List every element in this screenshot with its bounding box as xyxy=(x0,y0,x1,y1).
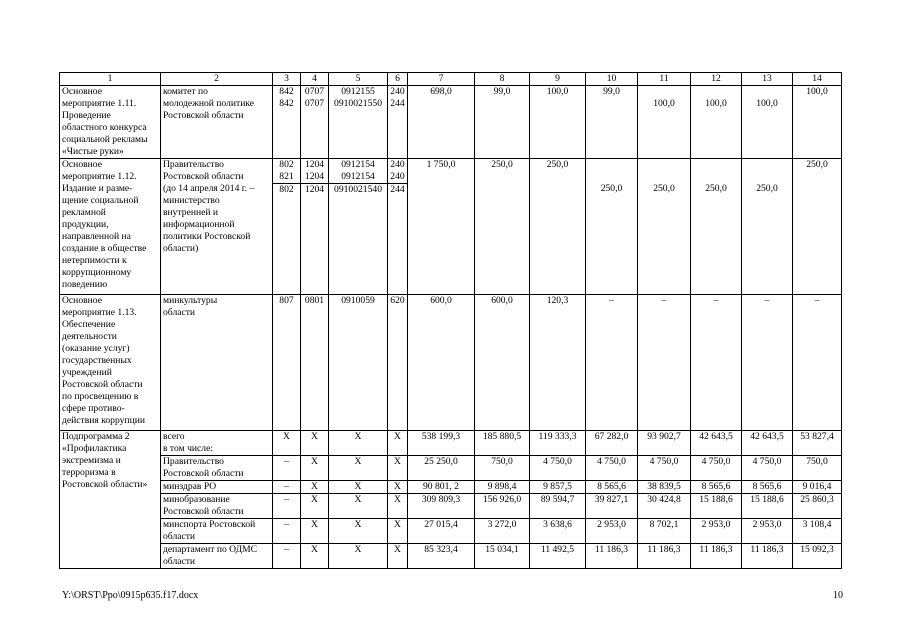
value-year: 30 424,8 xyxy=(638,494,691,519)
value-year: 100,0 xyxy=(653,98,675,109)
code-grbs: – xyxy=(273,519,301,544)
code-csr: 0912155 xyxy=(341,86,375,97)
header-cell: 13 xyxy=(742,73,793,86)
value-year: 250,0 xyxy=(475,159,530,295)
code-rzpr: Х xyxy=(301,519,329,544)
event-name: Основное мероприятие 1.13. Обеспечение деятельности (оказание услуг) государственных учреждений Ростовской области по просвещению в сфере противо- действия коррупции xyxy=(60,295,161,431)
code-grbs: 842 xyxy=(279,98,294,109)
header-cell: 3 xyxy=(273,73,301,86)
table-row-sub2-total xyxy=(60,431,842,456)
header-row xyxy=(60,73,842,86)
code-grbs: Х xyxy=(273,431,301,456)
value-year: 250,0 xyxy=(653,183,675,194)
code-vr: 620 xyxy=(388,295,408,431)
value-year: 3 108,4 xyxy=(793,519,842,544)
value-year: 11 186,3 xyxy=(638,544,691,569)
code-rzpr: 1204 xyxy=(304,159,325,170)
code-csr: 0912154 xyxy=(341,159,375,170)
value-year: 67 282,0 xyxy=(586,431,638,456)
code-rzpr: Х xyxy=(301,481,329,494)
value-year: 250,0 xyxy=(793,159,842,295)
code-grbs: – xyxy=(273,544,301,569)
code-rzpr: 0801 xyxy=(301,295,329,431)
event-name: Основное мероприятие 1.12. Издание и разме- щение социальной рекламной продукции, направленной на создание в обществе нетерпимости к коррупционному поведению xyxy=(60,159,161,295)
table-row-sub2 xyxy=(60,544,842,569)
value-year: 11 186,3 xyxy=(742,544,793,569)
value-total: 538 199,3 xyxy=(408,431,475,456)
code-rzpr: Х xyxy=(301,456,329,481)
value-total: 85 323,4 xyxy=(408,544,475,569)
code-vr: Х xyxy=(388,544,408,569)
header-cell: 2 xyxy=(161,73,273,86)
code-rzpr: 0707 xyxy=(304,86,325,97)
code-rzpr: 0707 xyxy=(304,98,325,109)
header-cell: 11 xyxy=(638,73,691,86)
code-csr: Х xyxy=(329,456,388,481)
value-year: 8 565,6 xyxy=(691,481,742,494)
value-year: 42 643,5 xyxy=(742,431,793,456)
value-year: 4 750,0 xyxy=(586,456,638,481)
table-row-sub2 xyxy=(60,519,842,544)
table-row-sub2 xyxy=(60,494,842,519)
footer-file-path: Y:\ORST\Ppo\0915p635.f17.docx xyxy=(62,590,199,601)
value-year: – xyxy=(586,295,638,431)
value-year: 9 898,4 xyxy=(475,481,530,494)
value-year: 100,0 xyxy=(530,86,586,159)
header-cell: 7 xyxy=(408,73,475,86)
value-year: 9 016,4 xyxy=(793,481,842,494)
value-year: 120,3 xyxy=(530,295,586,431)
value-year: 15 188,6 xyxy=(742,494,793,519)
value-year: 15 188,6 xyxy=(691,494,742,519)
event-name: Основное мероприятие 1.11. Проведение областного конкурса социальной рекламы «Чистые руки» xyxy=(60,86,161,159)
code-vr: 240 xyxy=(390,86,405,97)
header-cell: 10 xyxy=(586,73,638,86)
value-year: 119 333,3 xyxy=(530,431,586,456)
code-csr: Х xyxy=(329,494,388,519)
header-cell: 8 xyxy=(475,73,530,86)
code-rzpr: 1204 xyxy=(304,171,325,182)
code-vr: Х xyxy=(388,481,408,494)
code-vr: Х xyxy=(388,494,408,519)
value-year: 15 092,3 xyxy=(793,544,842,569)
code-grbs: – xyxy=(273,494,301,519)
value-year: 750,0 xyxy=(475,456,530,481)
table-row-1-12 xyxy=(60,159,842,295)
value-year: 53 827,4 xyxy=(793,431,842,456)
code-vr: Х xyxy=(388,519,408,544)
value-year: 2 953,0 xyxy=(586,519,638,544)
executor-name: минздрав РО xyxy=(161,481,273,494)
code-csr: Х xyxy=(329,544,388,569)
value-year: 2 953,0 xyxy=(691,519,742,544)
code-rzpr: Х xyxy=(301,431,329,456)
value-year: – xyxy=(793,295,842,431)
value-year: 99,0 xyxy=(475,86,530,159)
value-year: 8 565,6 xyxy=(586,481,638,494)
executor-name: всего в том числе: xyxy=(161,431,273,456)
value-year: 250,0 xyxy=(705,183,727,194)
value-year: 750,0 xyxy=(793,456,842,481)
header-cell: 9 xyxy=(530,73,586,86)
value-total: 600,0 xyxy=(408,295,475,431)
value-year: 8 702,1 xyxy=(638,519,691,544)
page-number: 10 xyxy=(833,590,843,601)
code-vr: 244 xyxy=(388,183,407,196)
code-csr: Х xyxy=(329,519,388,544)
value-year: 89 594,7 xyxy=(530,494,586,519)
value-total: 309 809,3 xyxy=(408,494,475,519)
value-year: 11 186,3 xyxy=(691,544,742,569)
code-grbs: – xyxy=(273,456,301,481)
value-year: 39 827,1 xyxy=(586,494,638,519)
code-grbs: – xyxy=(273,481,301,494)
table-row-sub2 xyxy=(60,456,842,481)
budget-table xyxy=(59,72,842,569)
table-row-1-13 xyxy=(60,295,842,431)
value-year: 100,0 xyxy=(705,98,727,109)
code-csr: 0910021540 xyxy=(329,183,387,196)
header-cell: 6 xyxy=(388,73,408,86)
value-year: 600,0 xyxy=(475,295,530,431)
value-year: 4 750,0 xyxy=(638,456,691,481)
value-year: 100,0 xyxy=(793,86,842,159)
value-total: 90 801, 2 xyxy=(408,481,475,494)
header-cell: 5 xyxy=(329,73,388,86)
code-vr: 240 xyxy=(390,171,405,182)
value-total: 25 250,0 xyxy=(408,456,475,481)
executor-name: Правительство Ростовской области (до 14 апреля 2014 г. – министерство внутренней и информационной политики Ростовской области) xyxy=(161,159,273,295)
value-year: – xyxy=(742,295,793,431)
value-year: – xyxy=(638,295,691,431)
executor-name: Правительство Ростовской области xyxy=(161,456,273,481)
code-grbs: 802 xyxy=(273,183,300,196)
code-csr: 0910021550 xyxy=(334,98,382,109)
value-year: 15 034,1 xyxy=(475,544,530,569)
value-year: 9 857,5 xyxy=(530,481,586,494)
value-year: 4 750,0 xyxy=(691,456,742,481)
value-year: 4 750,0 xyxy=(530,456,586,481)
value-year: 11 186,3 xyxy=(586,544,638,569)
code-vr: Х xyxy=(388,431,408,456)
code-rzpr: Х xyxy=(301,544,329,569)
table-row-1-11 xyxy=(60,86,842,159)
code-csr: 0910059 xyxy=(329,295,388,431)
table-row-sub2 xyxy=(60,481,842,494)
code-vr: 244 xyxy=(390,98,405,109)
subprogram-name: Подпрограмма 2 «Профилактика экстремизма и терроризма в Ростовской области» xyxy=(60,431,161,569)
value-year: 4 750,0 xyxy=(742,456,793,481)
value-year: 11 492,5 xyxy=(530,544,586,569)
value-year: 99,0 xyxy=(586,86,638,159)
executor-name: минспорта Ростовской области xyxy=(161,519,273,544)
code-csr: Х xyxy=(329,481,388,494)
code-rzpr: 1204 xyxy=(301,183,328,196)
value-total: 27 015,4 xyxy=(408,519,475,544)
value-year: 156 926,0 xyxy=(475,494,530,519)
value-year: 25 860,3 xyxy=(793,494,842,519)
value-year: 100,0 xyxy=(756,98,778,109)
value-year: – xyxy=(691,295,742,431)
code-csr: Х xyxy=(329,431,388,456)
value-total: 1 750,0 xyxy=(408,159,475,295)
value-year: 93 902,7 xyxy=(638,431,691,456)
value-year: 250,0 xyxy=(600,183,623,194)
value-year: 185 880,5 xyxy=(475,431,530,456)
executor-name: минкультуры области xyxy=(161,295,273,431)
code-csr: 0912154 xyxy=(341,171,375,182)
code-grbs: 821 xyxy=(279,171,294,182)
value-year: 3 272,0 xyxy=(475,519,530,544)
value-year: 2 953,0 xyxy=(742,519,793,544)
value-year: 250,0 xyxy=(756,183,778,194)
value-year: 3 638,6 xyxy=(530,519,586,544)
code-grbs: 802 xyxy=(279,159,294,170)
code-grbs: 807 xyxy=(273,295,301,431)
header-cell: 12 xyxy=(691,73,742,86)
code-vr: Х xyxy=(388,456,408,481)
executor-name: минобразование Ростовской области xyxy=(161,494,273,519)
header-cell: 4 xyxy=(301,73,329,86)
executor-name: департамент по ОДМС области xyxy=(161,544,273,569)
code-rzpr: Х xyxy=(301,494,329,519)
header-cell: 1 xyxy=(60,73,161,86)
executor-name: комитет по молодежной политике Ростовской области xyxy=(161,86,273,159)
code-vr: 240 xyxy=(390,159,405,170)
value-year: 38 839,5 xyxy=(638,481,691,494)
value-year: 250,0 xyxy=(530,159,586,295)
code-grbs: 842 xyxy=(279,86,294,97)
value-total: 698,0 xyxy=(408,86,475,159)
value-year: 42 643,5 xyxy=(691,431,742,456)
header-cell: 14 xyxy=(793,73,842,86)
value-year: 8 565,6 xyxy=(742,481,793,494)
